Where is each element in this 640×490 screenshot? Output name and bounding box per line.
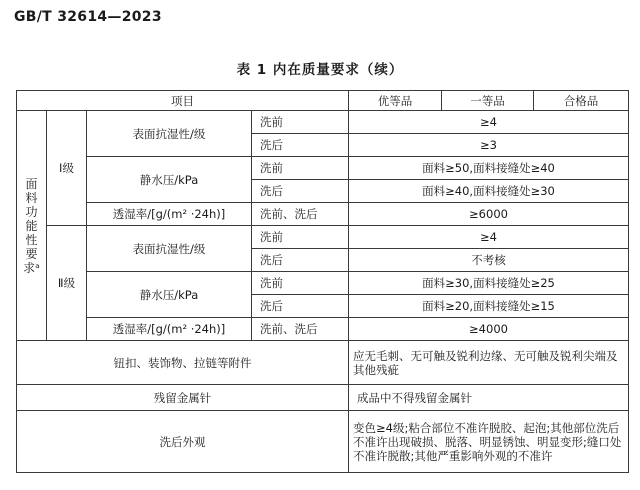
appearance-label: 洗后外观	[17, 411, 349, 473]
accessories-requirement: 应无毛刺、无可触及锐利边缘、无可触及锐利尖端及其他残疵	[349, 341, 629, 385]
l2-surface-before: 洗前	[252, 226, 349, 249]
l2-surface-after-value: 不考核	[349, 249, 629, 272]
needle-requirement: 成品中不得残留金属针	[349, 385, 629, 411]
l1-hydro-after: 洗后	[252, 180, 349, 203]
quality-requirements-table	[16, 90, 629, 473]
l1-hydrostatic: 静水压/kPa	[87, 157, 252, 203]
l1-surface-before-value: ≥4	[349, 111, 629, 134]
l2-surface-wetting: 表面抗湿性/级	[87, 226, 252, 272]
table-row	[17, 226, 629, 249]
l1-permeability: 透湿率/[g/(m² ·24h)]	[87, 203, 252, 226]
table-title: 表 1 内在质量要求（续）	[236, 62, 404, 78]
level-2-label: Ⅱ级	[47, 226, 87, 341]
table-row	[17, 411, 629, 473]
l1-surface-after-value: ≥3	[349, 134, 629, 157]
l2-perm-value: ≥4000	[349, 318, 629, 341]
col-header-superior: 优等品	[349, 91, 442, 111]
l1-surface-before: 洗前	[252, 111, 349, 134]
col-header-item: 项目	[17, 91, 349, 111]
l1-perm-condition: 洗前、洗后	[252, 203, 349, 226]
table-row	[17, 318, 629, 341]
l1-hydro-before: 洗前	[252, 157, 349, 180]
l2-hydro-before-value: 面料≥30,面料接缝处≥25	[349, 272, 629, 295]
l2-perm-condition: 洗前、洗后	[252, 318, 349, 341]
table-row	[17, 111, 629, 134]
table-row	[17, 385, 629, 411]
appearance-requirement: 变色≥4级;粘合部位不准许脱胶、起泡;其他部位洗后不准许出现破损、脱落、明显锈蚀、明显变形;缝口处不准许脱散;其他严重影响外观的不准许	[349, 411, 629, 473]
l1-surface-after: 洗后	[252, 134, 349, 157]
l2-hydrostatic: 静水压/kPa	[87, 272, 252, 318]
l2-hydro-after: 洗后	[252, 295, 349, 318]
table-row	[17, 157, 629, 180]
l1-perm-value: ≥6000	[349, 203, 629, 226]
l2-hydro-after-value: 面料≥20,面料接缝处≥15	[349, 295, 629, 318]
header-row	[17, 91, 629, 111]
l2-surface-after: 洗后	[252, 249, 349, 272]
l1-hydro-before-value: 面料≥50,面料接缝处≥40	[349, 157, 629, 180]
category-function-requirements: 面 料 功 能 性 要 求ᵃ	[17, 111, 47, 341]
standard-code: GB/T 32614—2023	[14, 9, 162, 25]
l2-permeability: 透湿率/[g/(m² ·24h)]	[87, 318, 252, 341]
table-row	[17, 203, 629, 226]
col-header-first: 一等品	[442, 91, 534, 111]
l2-surface-before-value: ≥4	[349, 226, 629, 249]
level-1-label: Ⅰ级	[47, 111, 87, 226]
l1-surface-wetting: 表面抗湿性/级	[87, 111, 252, 157]
accessories-label: 钮扣、装饰物、拉链等附件	[17, 341, 349, 385]
table-row	[17, 341, 629, 385]
table-row	[17, 272, 629, 295]
needle-label: 残留金属针	[17, 385, 349, 411]
l2-hydro-before: 洗前	[252, 272, 349, 295]
l1-hydro-after-value: 面料≥40,面料接缝处≥30	[349, 180, 629, 203]
col-header-qualified: 合格品	[534, 91, 629, 111]
